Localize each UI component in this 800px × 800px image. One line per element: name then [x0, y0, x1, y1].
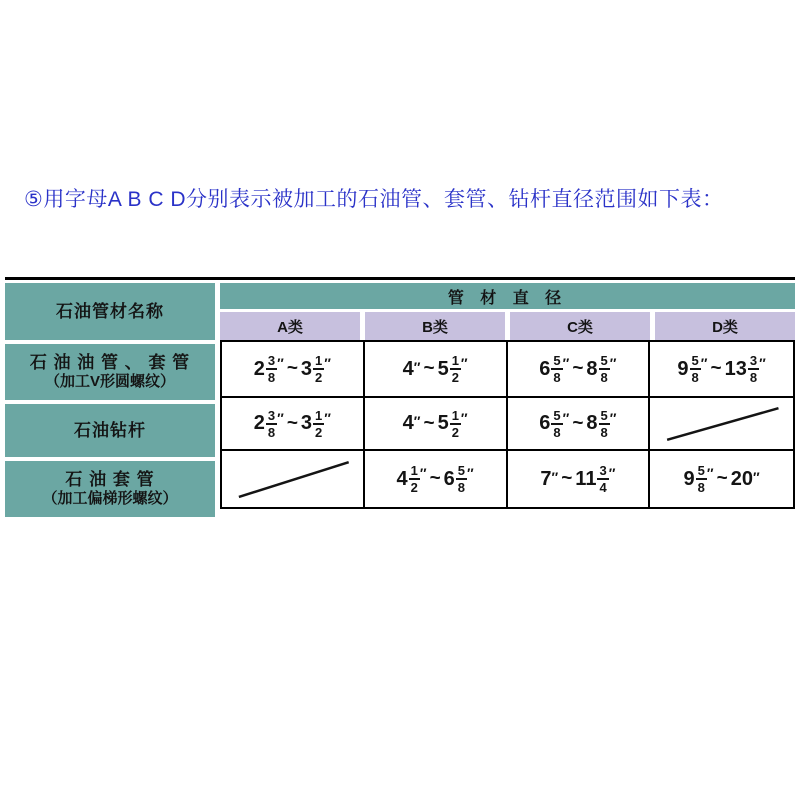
tilde-separator: ~ — [423, 358, 435, 379]
inch-mark: ″ — [752, 468, 760, 485]
class-header-a: A类 — [220, 312, 360, 340]
fraction: $\frac{5}{8}$ — [553, 353, 561, 385]
diameter-range — [403, 354, 468, 384]
diameter-grid — [220, 340, 795, 509]
fraction: $\frac{3}{8}$ — [267, 353, 276, 385]
inch-mark: ″ — [413, 413, 421, 429]
pipe-name-cell-3 — [5, 461, 215, 517]
diameter-cell — [365, 451, 508, 507]
diameter-cell — [508, 451, 651, 507]
pipe-name-line: 石 油 套 管 — [65, 470, 155, 489]
mixed-number: 4 ″ — [402, 357, 421, 380]
inch-mark: ″ — [706, 465, 714, 481]
mixed-number: 8 $\frac{5}{8}$ ″ — [586, 407, 617, 440]
diameter-header-band — [220, 283, 795, 309]
pipe-name-header-label: 石油管材名称 — [56, 301, 164, 321]
mixed-number: 11 $\frac{3}{4}$ ″ — [575, 463, 616, 495]
tilde-separator: ~ — [716, 468, 728, 489]
mixed-number: 3 $\frac{1}{2}$ ″ — [300, 407, 331, 440]
fraction: $\frac{1}{2}$ — [315, 407, 323, 440]
diameter-cell — [650, 342, 793, 396]
tilde-separator: ~ — [429, 468, 441, 489]
diameter-cell — [222, 451, 365, 507]
diameter-cell — [508, 342, 651, 396]
class-header-row — [220, 312, 795, 340]
mixed-number: 4 $\frac{1}{2}$ ″ — [396, 463, 427, 495]
pipe-name-line: （加工V形圆螺纹） — [44, 373, 175, 391]
table-row — [222, 398, 793, 451]
diameter-cell — [222, 398, 365, 449]
diameter-range — [254, 354, 331, 384]
mixed-number: 20 ″ — [730, 467, 760, 490]
inch-mark: ″ — [562, 355, 570, 371]
table-row — [222, 342, 793, 398]
class-header-b: B类 — [365, 312, 505, 340]
fraction: $\frac{3}{8}$ — [749, 353, 758, 385]
table-row — [222, 451, 793, 507]
inch-mark: ″ — [324, 409, 331, 426]
diameter-range — [540, 464, 615, 494]
mixed-number: 13 $\frac{3}{8}$ ″ — [724, 353, 766, 385]
tilde-separator: ~ — [572, 358, 584, 379]
pipe-name-cell-2 — [5, 404, 215, 457]
mixed-number: 5 $\frac{1}{2}$ ″ — [437, 353, 468, 385]
pipe-name-line: 石油钻杆 — [74, 420, 146, 440]
fraction: $\frac{1}{2}$ — [315, 353, 323, 385]
inch-mark: ″ — [551, 468, 559, 485]
fraction: $\frac{5}{8}$ — [600, 407, 608, 440]
diameter-cell — [365, 342, 508, 396]
page-title: ⑤用字母A B C D分别表示被加工的石油管、套管、钻杆直径范围如下表： — [24, 188, 724, 211]
mixed-number: 6 $\frac{5}{8}$ ″ — [443, 463, 474, 495]
mixed-number: 9 $\frac{5}{8}$ ″ — [683, 463, 714, 495]
tilde-separator: ~ — [572, 412, 584, 434]
mixed-number: 5 $\frac{1}{2}$ ″ — [437, 407, 468, 440]
diameter-range — [539, 354, 616, 384]
fraction: $\frac{5}{8}$ — [697, 463, 705, 495]
diameter-data-column — [220, 283, 795, 517]
fraction: $\frac{5}{8}$ — [553, 407, 561, 440]
diameter-header-label: 管 材 直 径 — [447, 289, 568, 307]
diameter-range — [396, 464, 473, 494]
diameter-cell — [650, 398, 793, 449]
inch-mark: ″ — [467, 465, 474, 481]
fraction: $\frac{1}{2}$ — [451, 407, 459, 440]
diameter-range — [254, 409, 331, 439]
class-header-c: C类 — [510, 312, 650, 340]
tilde-separator: ~ — [710, 358, 722, 379]
inch-mark: ″ — [608, 465, 616, 481]
fraction: $\frac{1}{2}$ — [410, 463, 418, 495]
tilde-separator: ~ — [561, 468, 573, 489]
not-applicable-diagonal-line — [650, 398, 793, 449]
fraction: $\frac{5}{8}$ — [600, 353, 608, 385]
pipe-name-line: 石 油 油 管 、 套 管 — [29, 353, 191, 372]
inch-mark: ″ — [460, 409, 468, 426]
inch-mark: ″ — [700, 355, 708, 371]
pipe-name-header-cell — [5, 283, 215, 340]
diameter-cell — [650, 451, 793, 507]
inch-mark: ″ — [562, 409, 570, 426]
fraction: $\frac{3}{8}$ — [267, 407, 276, 440]
diameter-range — [677, 354, 765, 384]
mixed-number: 8 $\frac{5}{8}$ ″ — [586, 353, 617, 385]
tilde-separator: ~ — [286, 412, 298, 434]
fraction: $\frac{5}{8}$ — [457, 463, 466, 495]
inch-mark: ″ — [413, 358, 421, 375]
inch-mark: ″ — [460, 355, 468, 371]
mixed-number: 4 ″ — [402, 412, 421, 434]
inch-mark: ″ — [609, 355, 617, 371]
mixed-number: 9 $\frac{5}{8}$ ″ — [677, 353, 708, 385]
inch-mark: ″ — [277, 355, 284, 371]
inch-mark: ″ — [324, 355, 331, 371]
diameter-range — [684, 464, 760, 494]
mixed-number: 6 $\frac{5}{8}$ ″ — [539, 407, 570, 440]
diameter-cell — [222, 342, 365, 396]
mixed-number: 6 $\frac{5}{8}$ ″ — [539, 353, 570, 385]
fraction: $\frac{5}{8}$ — [691, 353, 699, 385]
class-header-d: D类 — [655, 312, 795, 340]
pipe-name-cell-1 — [5, 344, 215, 400]
diameter-cell — [508, 398, 651, 449]
diameter-cell — [365, 398, 508, 449]
tilde-separator: ~ — [423, 412, 435, 434]
pipe-name-column — [5, 283, 215, 517]
mixed-number: 2 $\frac{3}{8}$ ″ — [253, 407, 284, 440]
fraction: $\frac{1}{2}$ — [451, 353, 459, 385]
mixed-number: 2 $\frac{3}{8}$ ″ — [253, 353, 284, 385]
mixed-number: 7 ″ — [540, 467, 559, 490]
inch-mark: ″ — [609, 409, 617, 426]
diameter-range — [403, 409, 468, 439]
tilde-separator: ~ — [286, 358, 298, 379]
not-applicable-diagonal-line — [222, 451, 363, 507]
mixed-number: 3 $\frac{1}{2}$ ″ — [300, 353, 331, 385]
pipe-diameter-table — [5, 277, 795, 517]
inch-mark: ″ — [419, 465, 427, 481]
inch-mark: ″ — [759, 355, 766, 371]
fraction: $\frac{3}{4}$ — [599, 463, 607, 495]
inch-mark: ″ — [277, 409, 284, 426]
diameter-range — [539, 409, 616, 439]
pipe-name-line: （加工偏梯形螺纹） — [42, 490, 178, 508]
